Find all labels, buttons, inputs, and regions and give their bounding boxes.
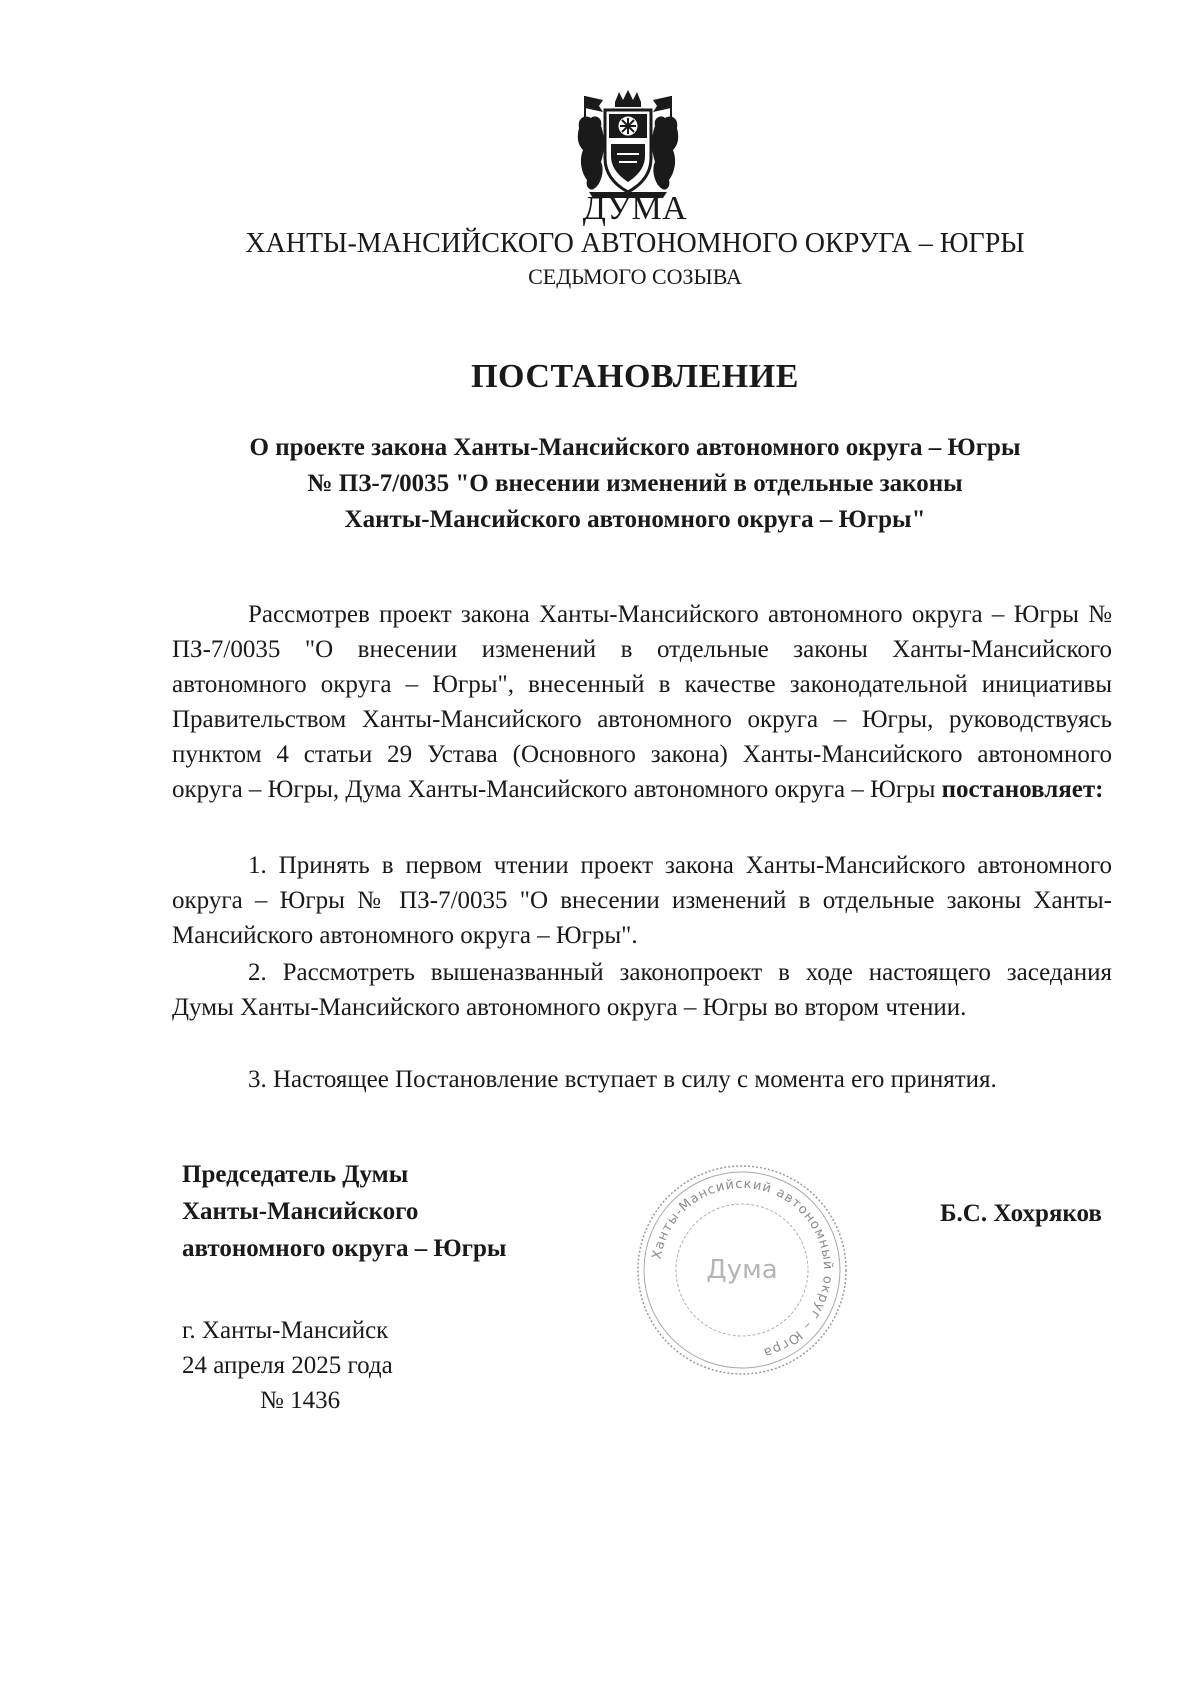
organization-name: ДУМА — [582, 190, 688, 227]
item-1: 1. Принять в первом чтении проект закона Ханты-Мансийского автономного округа – Югры № ПЗ-7/0035 "О внесении изменений в отдельные законы Ханты-Мансийского автономного округа – Югры". — [172, 852, 1112, 949]
signatory-position — [182, 1156, 506, 1267]
preamble-operative-word: постановляет: — [941, 776, 1104, 803]
city: г. Ханты-Мансийск — [182, 1317, 389, 1344]
coat-of-arms-emblem — [575, 88, 681, 200]
official-stamp — [632, 1160, 852, 1380]
title-line: Ханты-Мансийского автономного округа – Югры" — [344, 506, 926, 533]
document-number: № 1436 — [260, 1387, 341, 1414]
position-line: Председатель Думы — [182, 1161, 409, 1188]
document-title — [170, 430, 1100, 538]
title-line: № ПЗ-7/0035 "О внесении изменений в отдельные законы — [307, 470, 963, 497]
date: 24 апреля 2025 года — [182, 1352, 393, 1379]
document-place-date — [182, 1313, 393, 1418]
position-line: Ханты-Мансийского — [182, 1198, 419, 1225]
preamble-text: Рассмотрев проект закона Ханты-Мансийского автономного округа – Югры № ПЗ-7/0035 "О внесении изменений в отдельные законы Ханты-Мансийского автономного округа – Югры", внесенный в качестве законодательной инициативы Правительством Ханты-Мансийского автономного округа – Югры, руководствуясь пунктом 4 статьи 29 Устава (Основного закона) Ханты-Мансийского автономного округа – Югры, Дума Ханты-Мансийского автономного округа – Югры — [172, 601, 1112, 803]
region-name: ХАНТЫ-МАНСИЙСКОГО АВТОНОМНОГО ОКРУГА – ЮГРЫ — [245, 228, 1025, 259]
item-3: 3. Настоящее Постановление вступает в силу с момента его принятия. — [248, 1066, 997, 1093]
title-line: О проекте закона Ханты-Мансийского автономного округа – Югры — [249, 434, 1021, 461]
document-type: ПОСТАНОВЛЕНИЕ — [471, 358, 799, 395]
preamble-paragraph — [172, 597, 1112, 807]
signatory-name: Б.С. Хохряков — [940, 1200, 1102, 1227]
convocation: СЕДЬМОГО СОЗЫВА — [528, 264, 742, 289]
item-2: 2. Рассмотреть вышеназванный законопроект в ходе настоящего заседания Думы Ханты-Мансийского автономного округа – Югры во втором чтении. — [172, 959, 1112, 1021]
position-line: автономного округа – Югры — [182, 1235, 507, 1262]
stamp-center-text: Дума — [706, 1255, 778, 1285]
stamp-ring-text: Ханты-Мансийский автономный округ – Югра — [649, 1176, 836, 1361]
